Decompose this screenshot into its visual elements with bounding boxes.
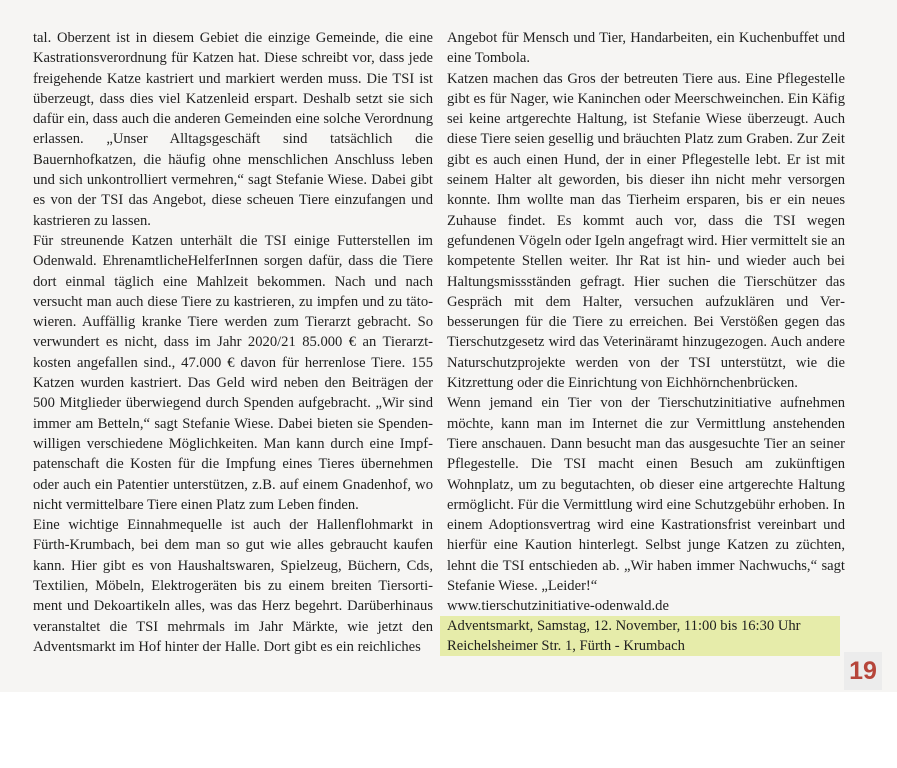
page-number: 19 <box>844 652 882 690</box>
event-highlight-box <box>440 616 840 656</box>
event-address-line: Reichelsheimer Str. 1, Fürth - Krumbach <box>447 638 685 654</box>
website-url: www.tierschutzinitiative-odenwald.de <box>447 598 669 615</box>
left-paragraph-1: tal. Oberzent ist in diesem Gebiet die einzige Gemeinde, die eine Kastrationsverordnung für Katzen hat. Diese schreibt vor, dass jede freigehende Katze kastriert und markiert werden muss. Die TSI ist überzeugt, dass dies viel Katzenleid erspart. Deshalb setzt sie sich dafür ein, dass auch die anderen Gemeinden eine solche Verordnung erlassen. „Unser Alltagsgeschäft sind tatsächlich die Bauernhofkatzen, die häufig ohne menschlichen Anschluss leben und sich unkontrolliert vermehren,“ sagt Stefanie Wiese. Dabei gibt es von der TSI das Angebot, diese scheuen Tiere einzufangen und kastrieren zu lassen. <box>33 30 433 229</box>
left-paragraph-3: Eine wichtige Einnahmequelle ist auch der Hallenflohmarkt in Fürth-Krumbach, bei dem man so gut wie alles gebraucht kaufen kann. Hier gibt es von Haushaltswaren, Spielzeug, Büchern, Cds, Textilien, Möbeln, Elektrogeräten bis zu einem breiten Tiersortiment und Dekoartikeln alles, was das Herz begehrt. Darüberhinaus veranstaltet die TSI mehrmals im Jahr Märkte, wie jetzt den Adventsmarkt im Hof hinter der Halle. Dort gibt es ein reichliches <box>33 517 433 655</box>
event-date-line: Adventsmarkt, Samstag, 12. November, 11:00 bis 16:30 Uhr <box>447 618 801 634</box>
right-paragraph-1: Angebot für Mensch und Tier, Handarbeiten, ein Kuchenbuffet und eine Tombola. <box>447 30 845 67</box>
right-paragraph-2: Katzen machen das Gros der betreuten Tiere aus. Eine Pflegestelle gibt es für Nager, wie Kaninchen oder Meerschweinchen. Ein Käfig sei keine artgerechte Haltung, ist Stefanie Wiese überzeugt. Auch diese Tiere seien gesellig und bräuchten Platz zum Graben. Zur Zeit gibt es auch einen Hund, der in einer Pflegestelle lebt. Er ist mit seinem Halter alt geworden, bis dieser ihn nicht mehr versorgen konnte. Ihm wollte man das Tierheim ersparen, bis er ein neues Zuhause findet. Es kommt auch vor, dass die TSI wegen gefundenen Vögeln oder Igeln angefragt wird. Hier vermittelt sie an kompetente Stellen weiter. Ihr Rat ist hin- und wieder auch bei Haltungsmissständen gefragt. Hier suchen die Tierschützer das Gespräch mit dem Halter, versuchen aufzuklären und Verbesserungen für die Tiere zu erreichen. Bei Verstößen gegen das Tierschutzgesetz wird das Veterinäramt hinzugezogen. Auch andere Naturschutzprojekte werden von der TSI unterstützt, wie die Kitzrettung oder die Einrichtung von Eichhörnchenbrücken. <box>447 70 845 392</box>
right-text-column <box>447 28 845 617</box>
left-paragraph-2: Für streunende Katzen unterhält die TSI einige Futterstellen im Odenwald. EhrenamtlicheHelferInnen sorgen dafür, dass die Tiere dort einmal täglich eine Mahlzeit bekommen. Nach und nach versucht man auch diese Tiere zu kastrieren, zu impfen und zu tätowieren. Auffällig kranke Tiere werden zum Tierarzt gebracht. So verwundert es nicht, dass im Jahr 2020/21 85.000 € an Tierarztkosten angefallen sind., 47.000 € davon für herrenlose Tiere. 155 Katzen wurden kastriert. Das Geld wird neben den Beiträgen der 500 Mitglieder überwiegend durch Spenden aufgebracht. „Wir sind immer am Betteln,“ sagt Stefanie Wiese. Dabei bieten sie Spendenwilligen verschiedene Möglichkeiten. Man kann durch eine Impfpatenschaft die Kosten für die Impfung eines Tieres übernehmen oder auch ein Patentier unterstützen, z.B. auf einem Gnadenhof, wo nicht vermittelbare Tiere einen Platz zum Leben finden. <box>33 232 433 513</box>
right-paragraph-3: Wenn jemand ein Tier von der Tierschutzinitiative aufnehmen möchte, kann man im Internet die zur Vermittlung anstehenden Tiere anschauen. Dann besucht man das ausgesuchte Tier an seiner Pflegestelle. Die TSI macht einen Besuch am zukünftigen Wohnplatz, um zu begutachten, ob dieser eine artgerechte Haltung ermöglicht. Für die Vermittlung wird eine Schutzgebühr erhoben. In einem Adoptionsvertrag wird eine Kastrationsfrist vereinbart und hierfür eine Kaution hinterlegt. Selbst junge Katzen zu züchten, lehnt die TSI entschieden ab. „Wir haben immer Nachwuchs,“ sagt Stefanie Wiese. „Leider!“ <box>447 395 845 595</box>
left-text-column <box>33 28 433 657</box>
